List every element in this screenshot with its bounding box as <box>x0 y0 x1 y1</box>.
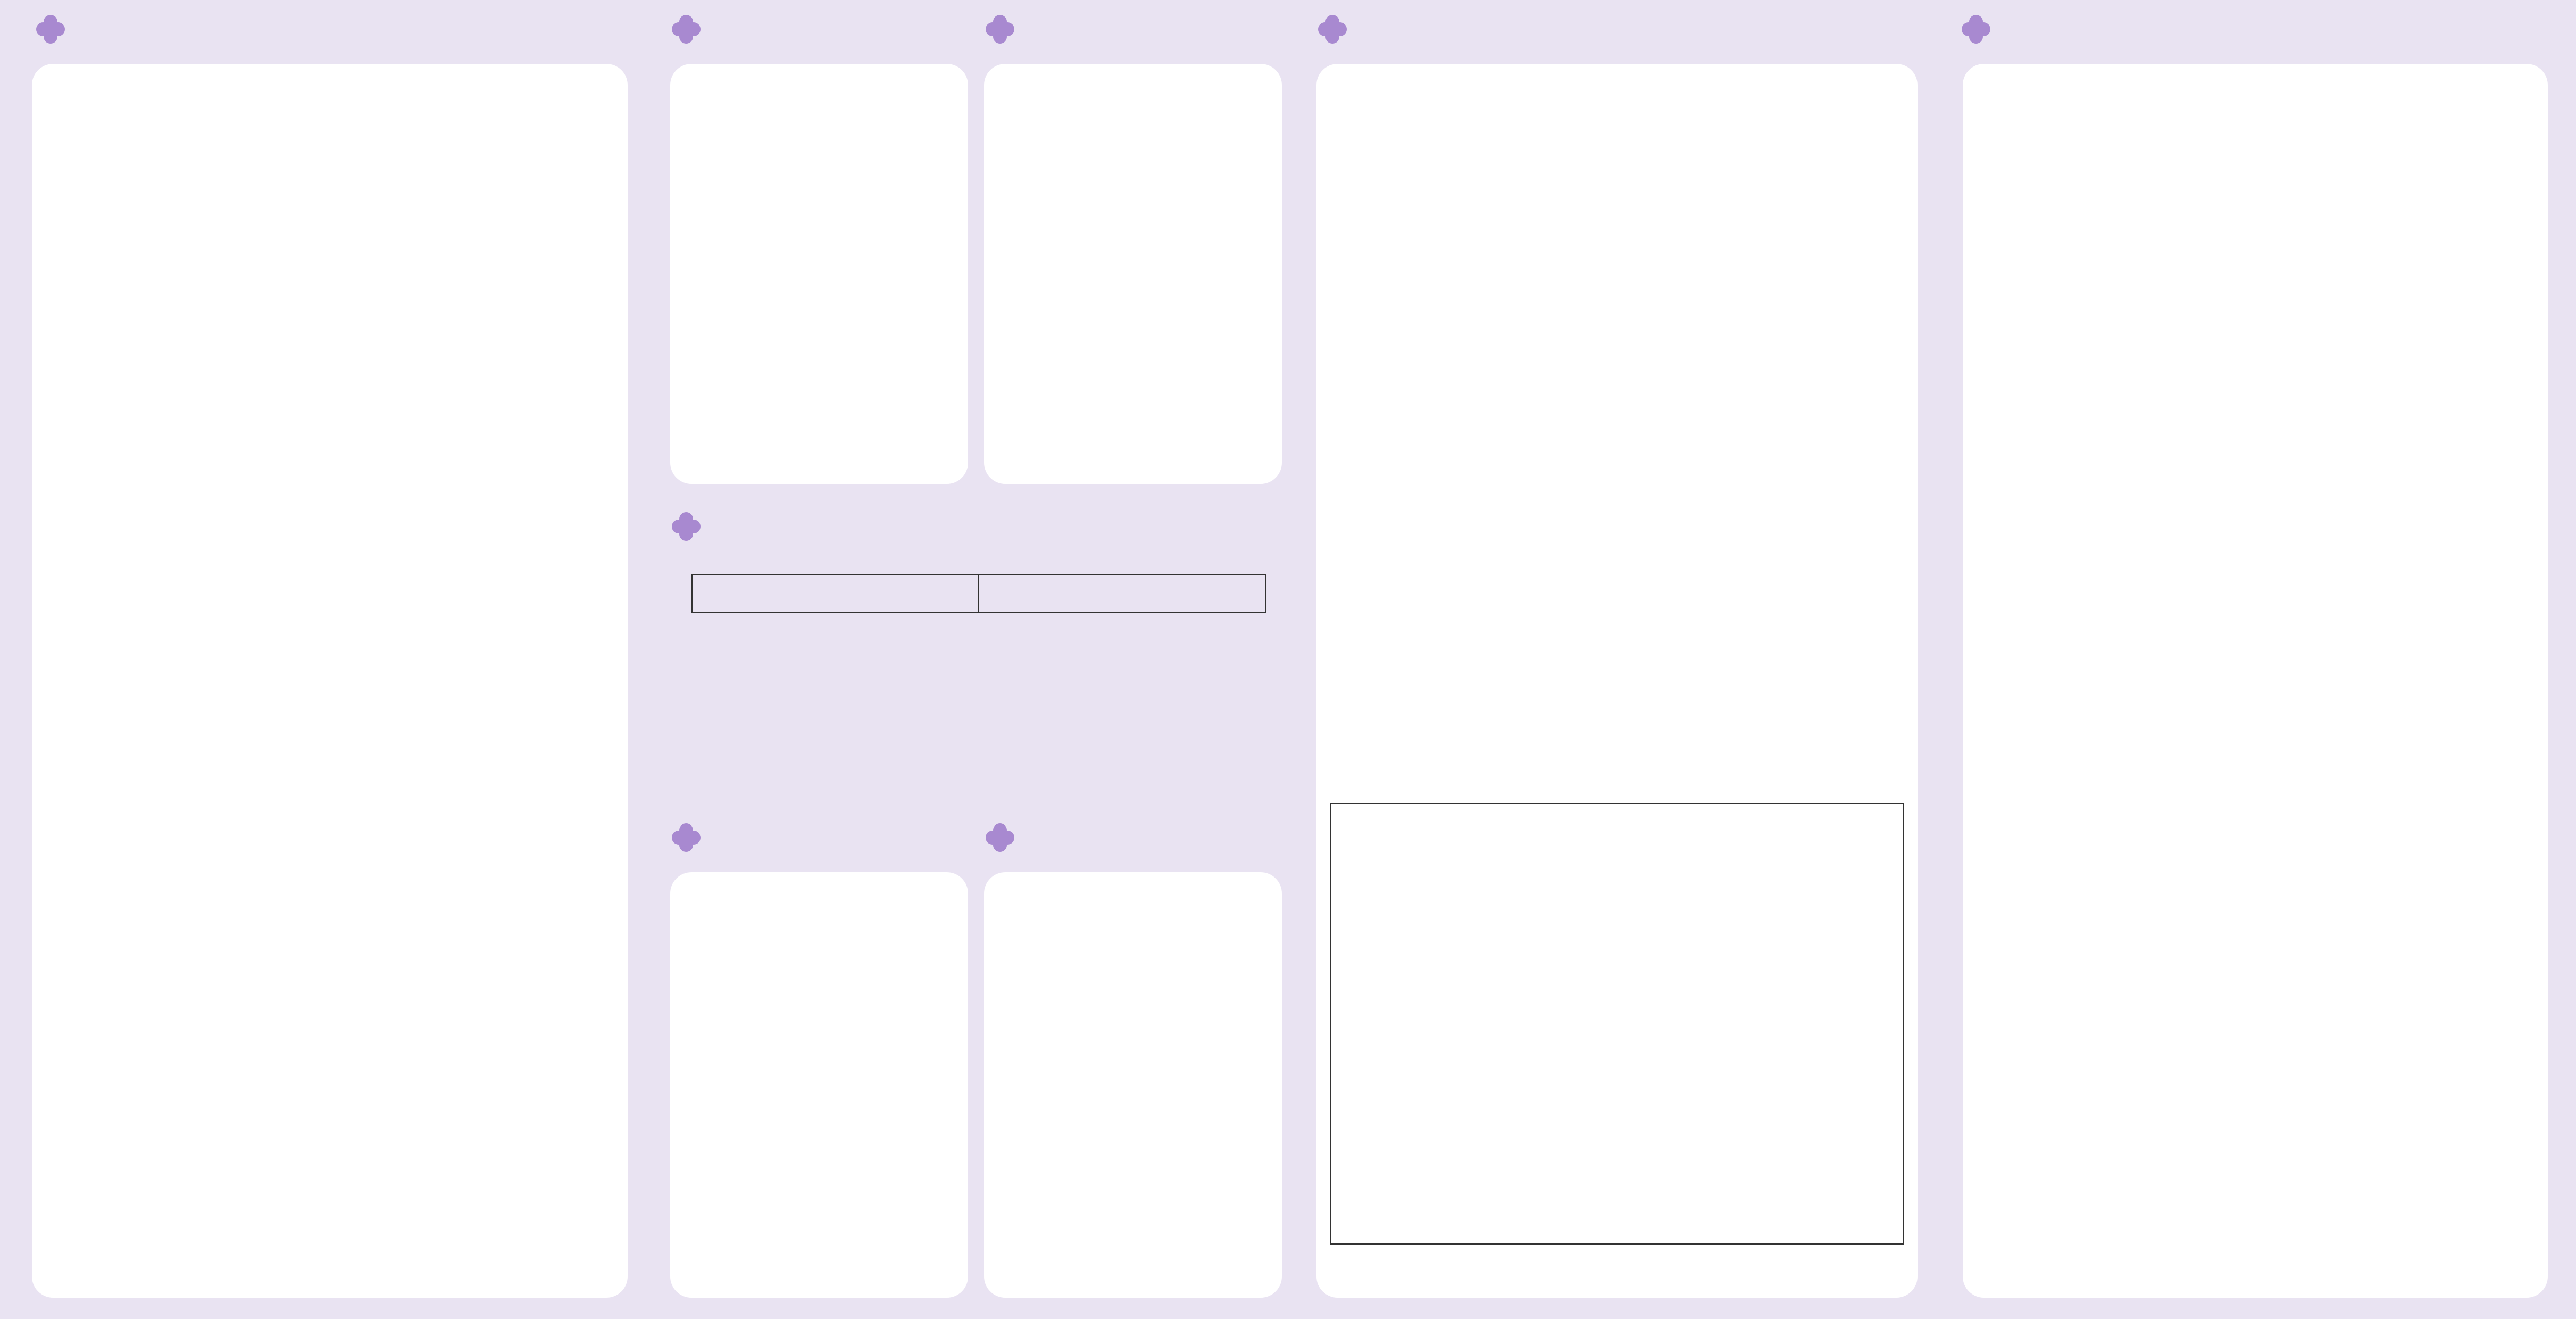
training-head <box>692 575 979 612</box>
house-church-head <box>979 575 1265 612</box>
love-panel <box>1963 64 2548 1298</box>
training-title <box>673 513 707 540</box>
sunday-panel <box>32 64 628 1298</box>
friday-panel <box>670 872 968 1298</box>
wednesday-title <box>987 16 1021 43</box>
afternoon-title <box>673 16 707 43</box>
training-table <box>691 574 1266 613</box>
dawn-title <box>987 824 1021 851</box>
flower-icon <box>1319 16 1346 43</box>
sunday-title <box>37 16 71 43</box>
flower-icon <box>1963 16 1989 43</box>
love-title <box>1963 16 1997 43</box>
flower-icon <box>987 824 1013 851</box>
flower-icon <box>673 513 699 540</box>
flower-icon <box>673 824 699 851</box>
worship-title <box>1319 16 1353 43</box>
friday-title <box>673 824 707 851</box>
wednesday-panel <box>984 64 1282 484</box>
worship-panel <box>1316 64 1918 1298</box>
offering-box <box>1330 803 1904 1245</box>
afternoon-panel <box>670 64 968 484</box>
flower-icon <box>673 16 699 43</box>
flower-icon <box>37 16 64 43</box>
dawn-panel <box>984 872 1282 1298</box>
flower-icon <box>987 16 1013 43</box>
